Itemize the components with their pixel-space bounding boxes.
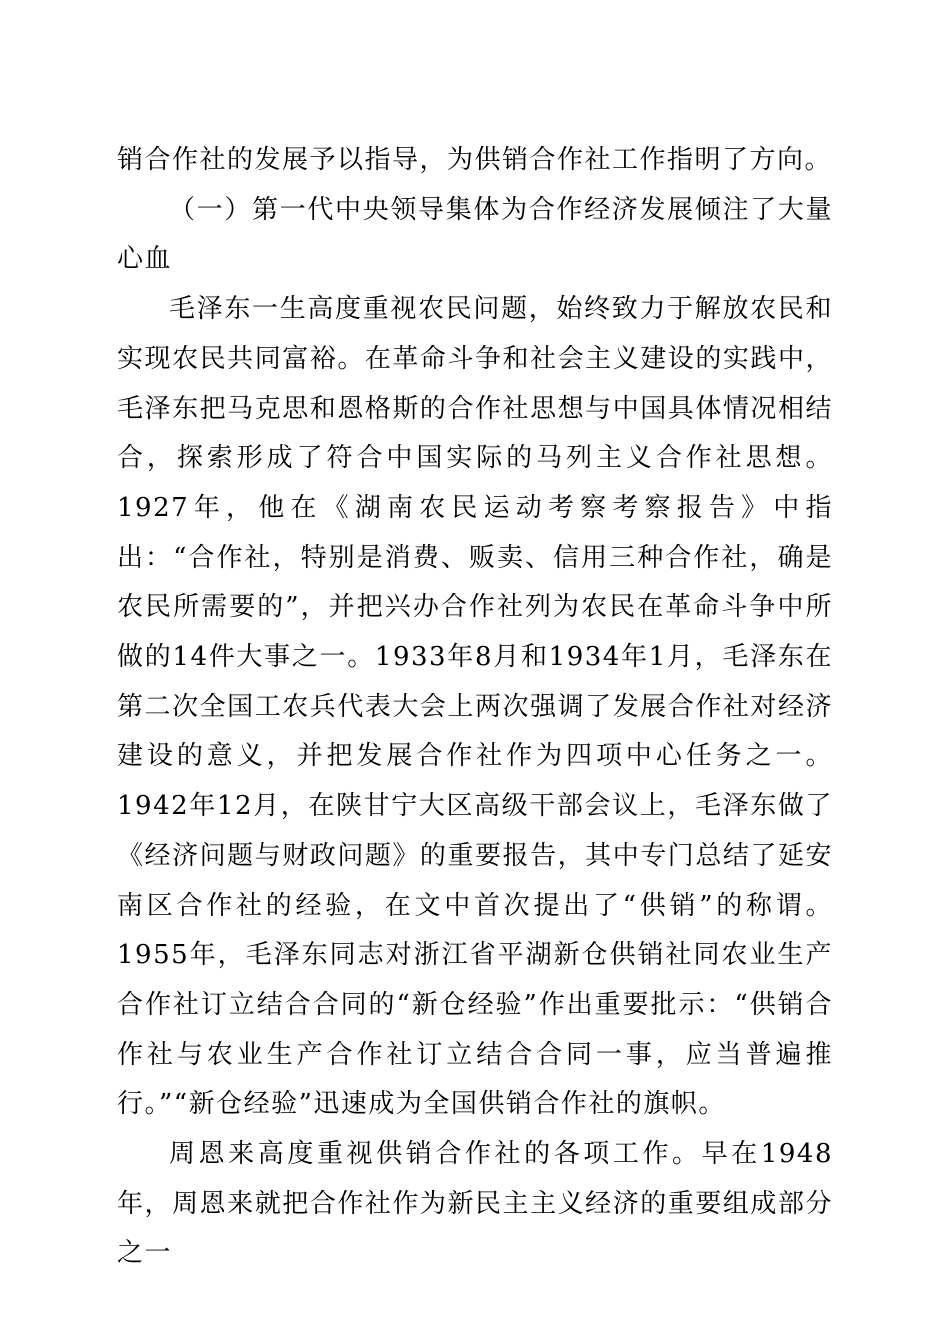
paragraph-mao-zedong: 毛泽东一生高度重视农民问题，始终致力于解放农民和实现农民共同富裕。在革命斗争和社会主义建设的实践中，毛泽东把马克思和恩格斯的合作社思想与中国具体情况相结合，探索形成了符合中国实际的马列主义合作社思想。1927年，他在《湖南农民运动考察考察报告》中指出：“合作社，特别是消费、贩卖、信用三种合作社，确是农民所需要的”，并把兴办合作社列为农民在革命斗争中所做的14件大事之一。1933年8月和1934年1月，毛泽东在第二次全国工农兵代表大会上两次强调了发展合作社对经济建设的意义，并把发展合作社作为四项中心任务之一。1942年12月，在陕甘宁大区高级干部会议上，毛泽东做了《经济问题与财政问题》的重要报告，其中专门总结了延安南区合作社的经验，在文中首次提出了“供销”的称谓。1955年，毛泽东同志对浙江省平湖新仓供销社同农业生产合作社订立结合合同的“新仓经验”作出重要批示：“供销合作社与农业生产合作社订立结合合同一事，应当普遍推行。”“新仓经验”迅速成为全国供销合作社的旗帜。 <box>117 294 833 1120</box>
document-body <box>117 136 833 1279</box>
paragraph-zhou-enlai: 周恩来高度重视供销合作社的各项工作。早在1948年，周恩来就把合作社作为新民主主义经济的重要组成部分之一 <box>117 1139 833 1269</box>
section-heading: （一）第一代中央领导集体为合作经济发展倾注了大量心血 <box>117 194 833 275</box>
paragraph-continuation: 销合作社的发展予以指导，为供销合作社工作指明了方向。 <box>117 145 833 175</box>
